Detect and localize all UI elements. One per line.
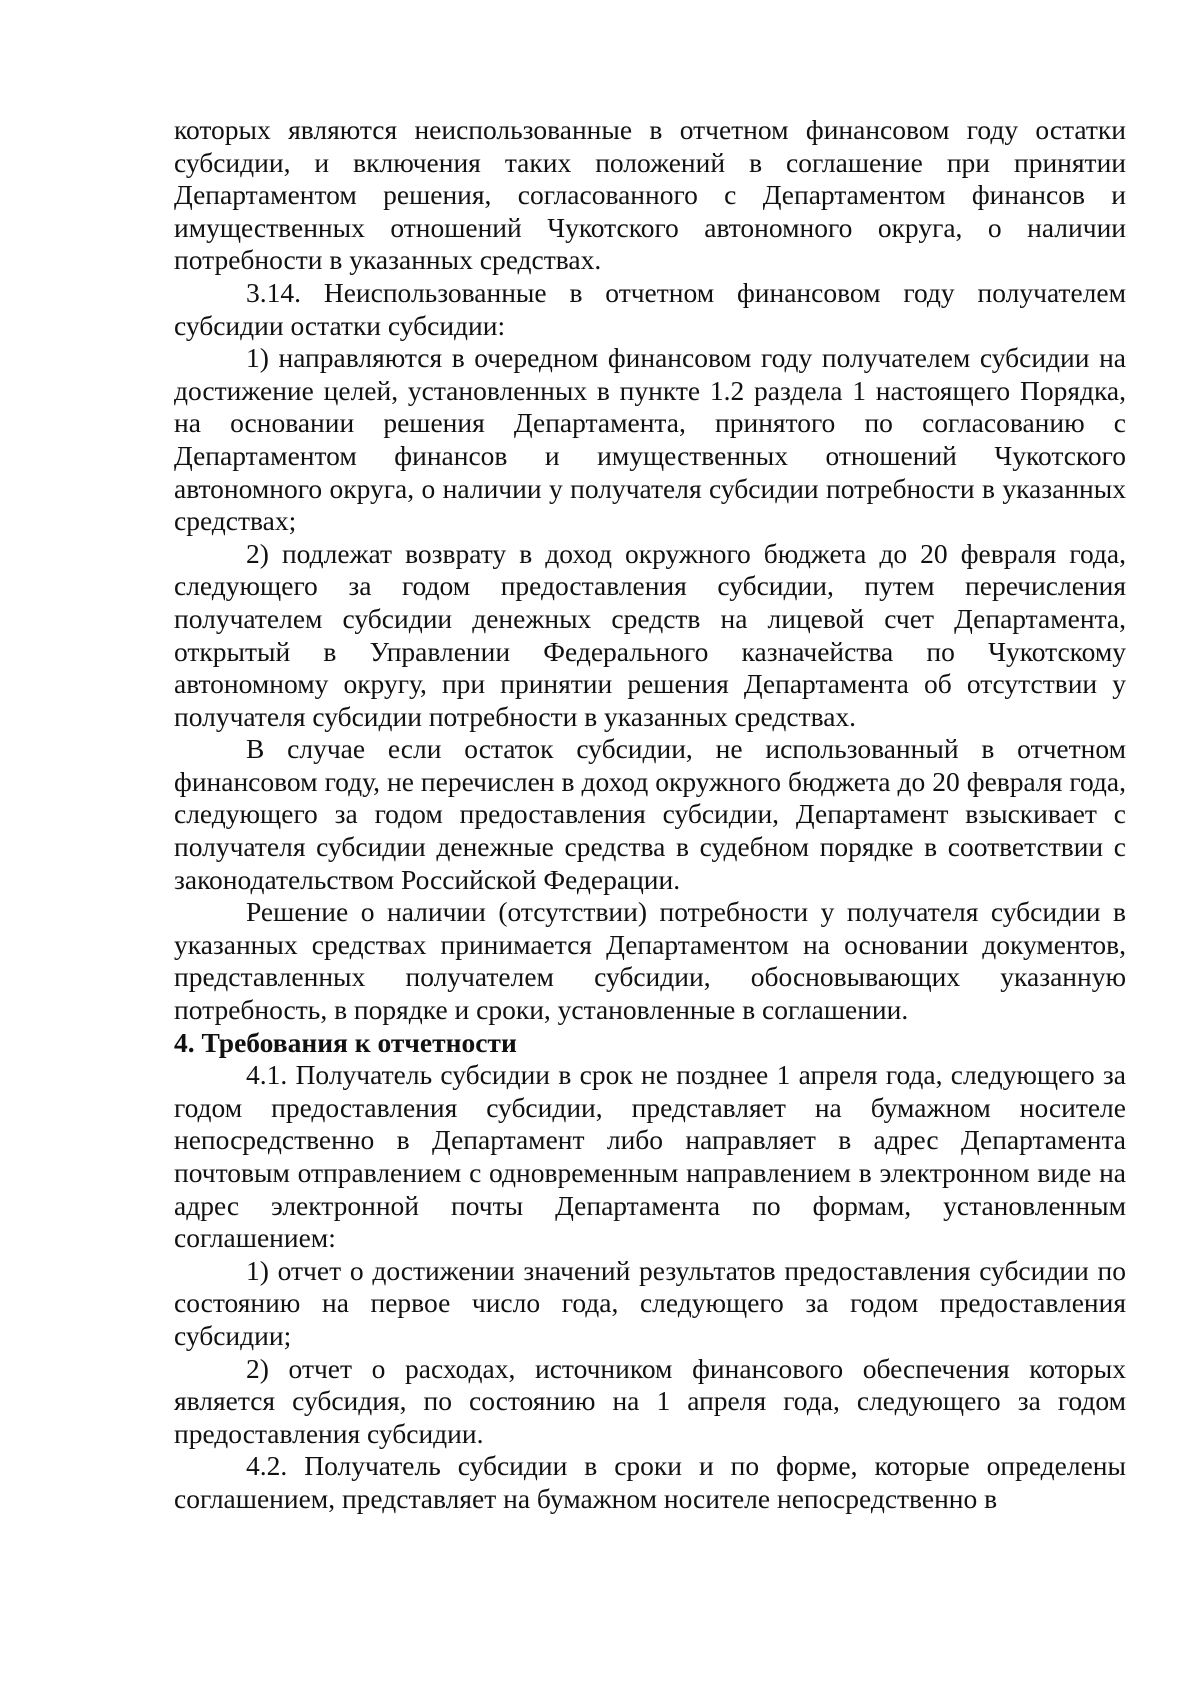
section-heading: 4. Требования к отчетности (174, 1026, 517, 1058)
paragraph-recovery: В случае если остаток субсидии, не использованный в отчетном финансовом году, не перечислен в доход окружного бюджета до 20 февраля года, следующего за годом предоставления субсидии, Департамент взыскивает с получателя субсидии денежные средства в судебном порядке в соответствии с законодательством Российской Федерации. (174, 733, 1126, 895)
document-body (174, 114, 1126, 1516)
paragraph-3-14-item-1: 1) направляются в очередном финансовом году получателем субсидии на достижение целей, установленных в пункте 1.2 раздела 1 настоящего Порядка, на основании решения Департамента, принятого по согласованию с Департаментом финансов и имущественных отношений Чукотского автономного округа, о наличии у получателя субсидии потребности в указанных средствах; (174, 342, 1126, 537)
paragraph-4-1-item-2: 2) отчет о расходах, источником финансового обеспечения которых является субсидия, по состоянию на 1 апреля года, следующего за годом предоставления субсидии. (174, 1352, 1126, 1449)
paragraph-decision: Решение о наличии (отсутствии) потребности у получателя субсидии в указанных средствах принимается Департаментом на основании документов, представленных получателем субсидии, обосновывающих указанную потребность, в порядке и сроки, установленные в соглашении. (174, 896, 1126, 1026)
paragraph-4-1-item-1: 1) отчет о достижении значений результатов предоставления субсидии по состоянию на первое число года, следующего за годом предоставления субсидии; (174, 1254, 1126, 1351)
paragraph-4-2: 4.2. Получатель субсидии в сроки и по форме, которые определены соглашением, представляет на бумажном носителе непосредственно в (174, 1450, 1126, 1514)
paragraph-4-1: 4.1. Получатель субсидии в срок не позднее 1 апреля года, следующего за годом предоставления субсидии, представляет на бумажном носителе непосредственно в Департамент либо направляет в адрес Департамента почтовым отправлением с одновременным направлением в электронном виде на адрес электронной почты Департамента по формам, установленным соглашением: (174, 1059, 1126, 1254)
paragraph-3-14-item-2: 2) подлежат возврату в доход окружного бюджета до 20 февраля года, следующего за годом предоставления субсидии, путем перечисления получателем субсидии денежных средств на лицевой счет Департамента, открытый в Управлении Федерального казначейства по Чукотскому автономному округу, при принятии решения Департамента об отсутствии у получателя субсидии потребности в указанных средствах. (174, 537, 1126, 732)
paragraph-continuation: которых являются неиспользованные в отчетном финансовом году остатки субсидии, и включения таких положений в соглашение при принятии Департаментом решения, согласованного с Департаментом финансов и имущественных отношений Чукотского автономного округа, о наличии потребности в указанных средствах. (174, 114, 1126, 276)
paragraph-3-14: 3.14. Неиспользованные в отчетном финансовом году получателем субсидии остатки субсидии: (174, 276, 1126, 341)
